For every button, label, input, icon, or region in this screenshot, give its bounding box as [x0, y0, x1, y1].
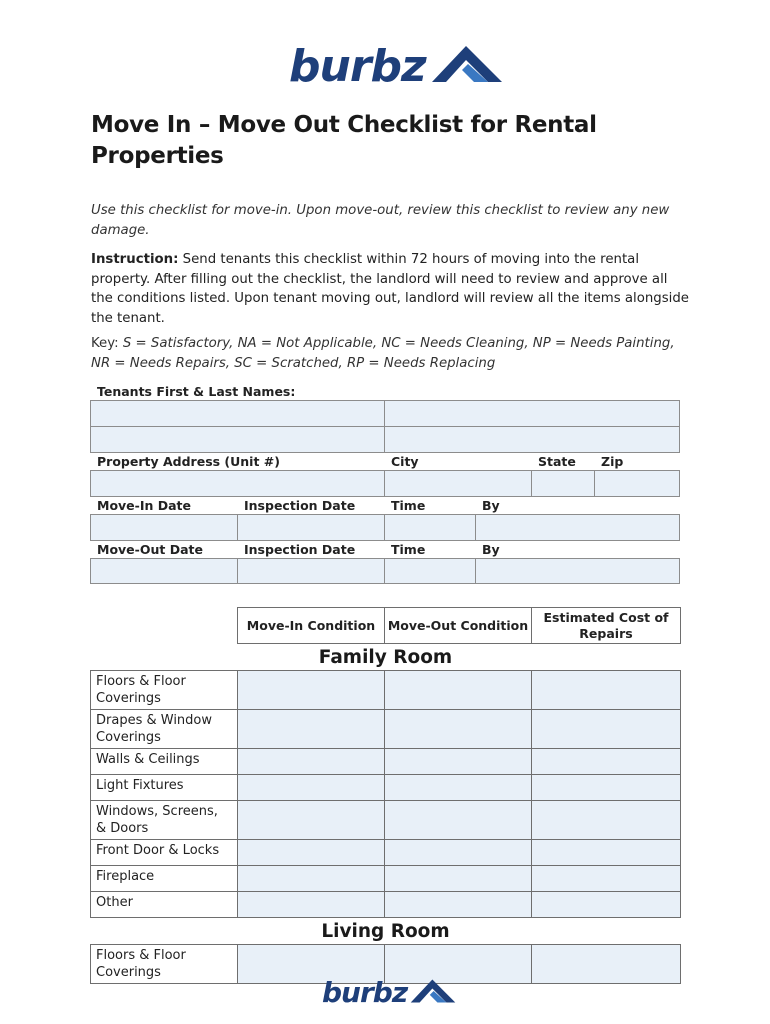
instruction-text: Send tenants this checklist within 72 hours of moving into the rental property. After filling out the checklist, the landlord will need to review and approve all the conditions listed. Upon tenant moving out, landlord will review all the items alongside the tenant. [91, 252, 689, 326]
zip-label: Zip [601, 454, 624, 469]
move-in-by-field[interactable] [475, 514, 680, 541]
condition-checklist-table [90, 607, 681, 984]
table-row [91, 775, 681, 801]
repair-cost-cell[interactable] [532, 801, 681, 840]
item-label: Floors & Floor Coverings [91, 671, 238, 710]
item-label: Drapes & Window Coverings [91, 710, 238, 749]
instruction-label: Instruction: [91, 252, 179, 267]
move-out-cell[interactable] [385, 749, 532, 775]
section-title-family-room: Family Room [318, 646, 453, 668]
time-label: Time [391, 542, 426, 557]
move-in-cell[interactable] [238, 775, 385, 801]
move-out-time-field[interactable] [384, 558, 476, 584]
move-in-cell[interactable] [238, 866, 385, 892]
item-label: Fireplace [91, 866, 238, 892]
move-in-cell[interactable] [238, 671, 385, 710]
by-label: By [482, 542, 500, 557]
key-label: Key: [91, 336, 123, 351]
section-row [91, 918, 681, 945]
tenant-name-field[interactable] [384, 426, 680, 453]
move-out-cell[interactable] [385, 671, 532, 710]
state-label: State [538, 454, 576, 469]
repair-cost-cell[interactable] [532, 866, 681, 892]
tenant-name-field[interactable] [90, 400, 385, 427]
move-out-cell[interactable] [385, 866, 532, 892]
item-label: Windows, Screens, & Doors [91, 801, 238, 840]
intro-text: Use this checklist for move-in. Upon move-out, review this checklist to review any new damage. [91, 203, 670, 238]
inspection-date-label: Inspection Date [244, 498, 356, 513]
table-row [91, 671, 681, 710]
move-out-date-field[interactable] [90, 558, 238, 584]
move-out-cell[interactable] [385, 840, 532, 866]
repair-cost-cell[interactable] [532, 775, 681, 801]
item-label: Front Door & Locks [91, 840, 238, 866]
repair-cost-cell[interactable] [532, 749, 681, 775]
repair-cost-cell[interactable] [532, 710, 681, 749]
logo-wordmark: burbz [289, 41, 426, 92]
move-in-cell[interactable] [238, 892, 385, 918]
item-label: Other [91, 892, 238, 918]
key-text: S = Satisfactory, NA = Not Applicable, NC = Needs Cleaning, NP = Needs Painting, NR = Needs Repairs, SC = Scratched, RP = Needs Replacing [91, 336, 675, 371]
move-out-cell[interactable] [385, 775, 532, 801]
page-title: Move In – Move Out Checklist for Rental Properties [91, 112, 597, 169]
move-out-cell[interactable] [385, 710, 532, 749]
logo [289, 40, 506, 90]
move-out-date-label: Move-Out Date [97, 542, 203, 557]
house-roof-icon [408, 977, 458, 1005]
header-spacer [91, 608, 238, 644]
move-in-cell[interactable] [238, 749, 385, 775]
house-roof-icon [428, 42, 506, 86]
inspection-date-label: Inspection Date [244, 542, 356, 557]
city-field[interactable] [384, 470, 532, 497]
address-field[interactable] [90, 470, 385, 497]
move-in-date-field[interactable] [90, 514, 238, 541]
move-out-cell[interactable] [385, 801, 532, 840]
time-label: Time [391, 498, 426, 513]
repair-cost-cell[interactable] [532, 945, 681, 984]
checklist-header-row [91, 608, 681, 644]
move-out-cell[interactable] [385, 892, 532, 918]
footer-logo-wordmark: burbz [322, 976, 408, 1009]
estimated-cost-header: Estimated Cost of Repairs [532, 608, 681, 644]
tenants-label: Tenants First & Last Names: [97, 384, 296, 399]
table-row [91, 710, 681, 749]
item-label: Floors & Floor Coverings [91, 945, 238, 984]
move-out-condition-header: Move-Out Condition [385, 608, 532, 644]
move-in-condition-header: Move-In Condition [238, 608, 385, 644]
section-title-living-room: Living Room [321, 920, 450, 942]
move-in-cell[interactable] [238, 801, 385, 840]
footer-logo [322, 976, 458, 1008]
move-in-inspection-date-field[interactable] [237, 514, 385, 541]
move-in-date-label: Move-In Date [97, 498, 192, 513]
by-label: By [482, 498, 500, 513]
table-row [91, 749, 681, 775]
move-in-cell[interactable] [238, 710, 385, 749]
instruction-paragraph [91, 250, 691, 328]
table-row [91, 801, 681, 840]
city-label: City [391, 454, 419, 469]
move-in-time-field[interactable] [384, 514, 476, 541]
repair-cost-cell[interactable] [532, 671, 681, 710]
tenant-name-field[interactable] [90, 426, 385, 453]
tenant-name-field[interactable] [384, 400, 680, 427]
repair-cost-cell[interactable] [532, 840, 681, 866]
move-in-cell[interactable] [238, 840, 385, 866]
zip-field[interactable] [594, 470, 680, 497]
table-row [91, 866, 681, 892]
state-field[interactable] [531, 470, 595, 497]
repair-cost-cell[interactable] [532, 892, 681, 918]
item-label: Light Fixtures [91, 775, 238, 801]
table-row [91, 892, 681, 918]
move-out-inspection-date-field[interactable] [237, 558, 385, 584]
address-label: Property Address (Unit #) [97, 454, 280, 469]
table-row [91, 840, 681, 866]
key-paragraph [91, 334, 691, 373]
item-label: Walls & Ceilings [91, 749, 238, 775]
section-row [91, 644, 681, 671]
move-out-by-field[interactable] [475, 558, 680, 584]
